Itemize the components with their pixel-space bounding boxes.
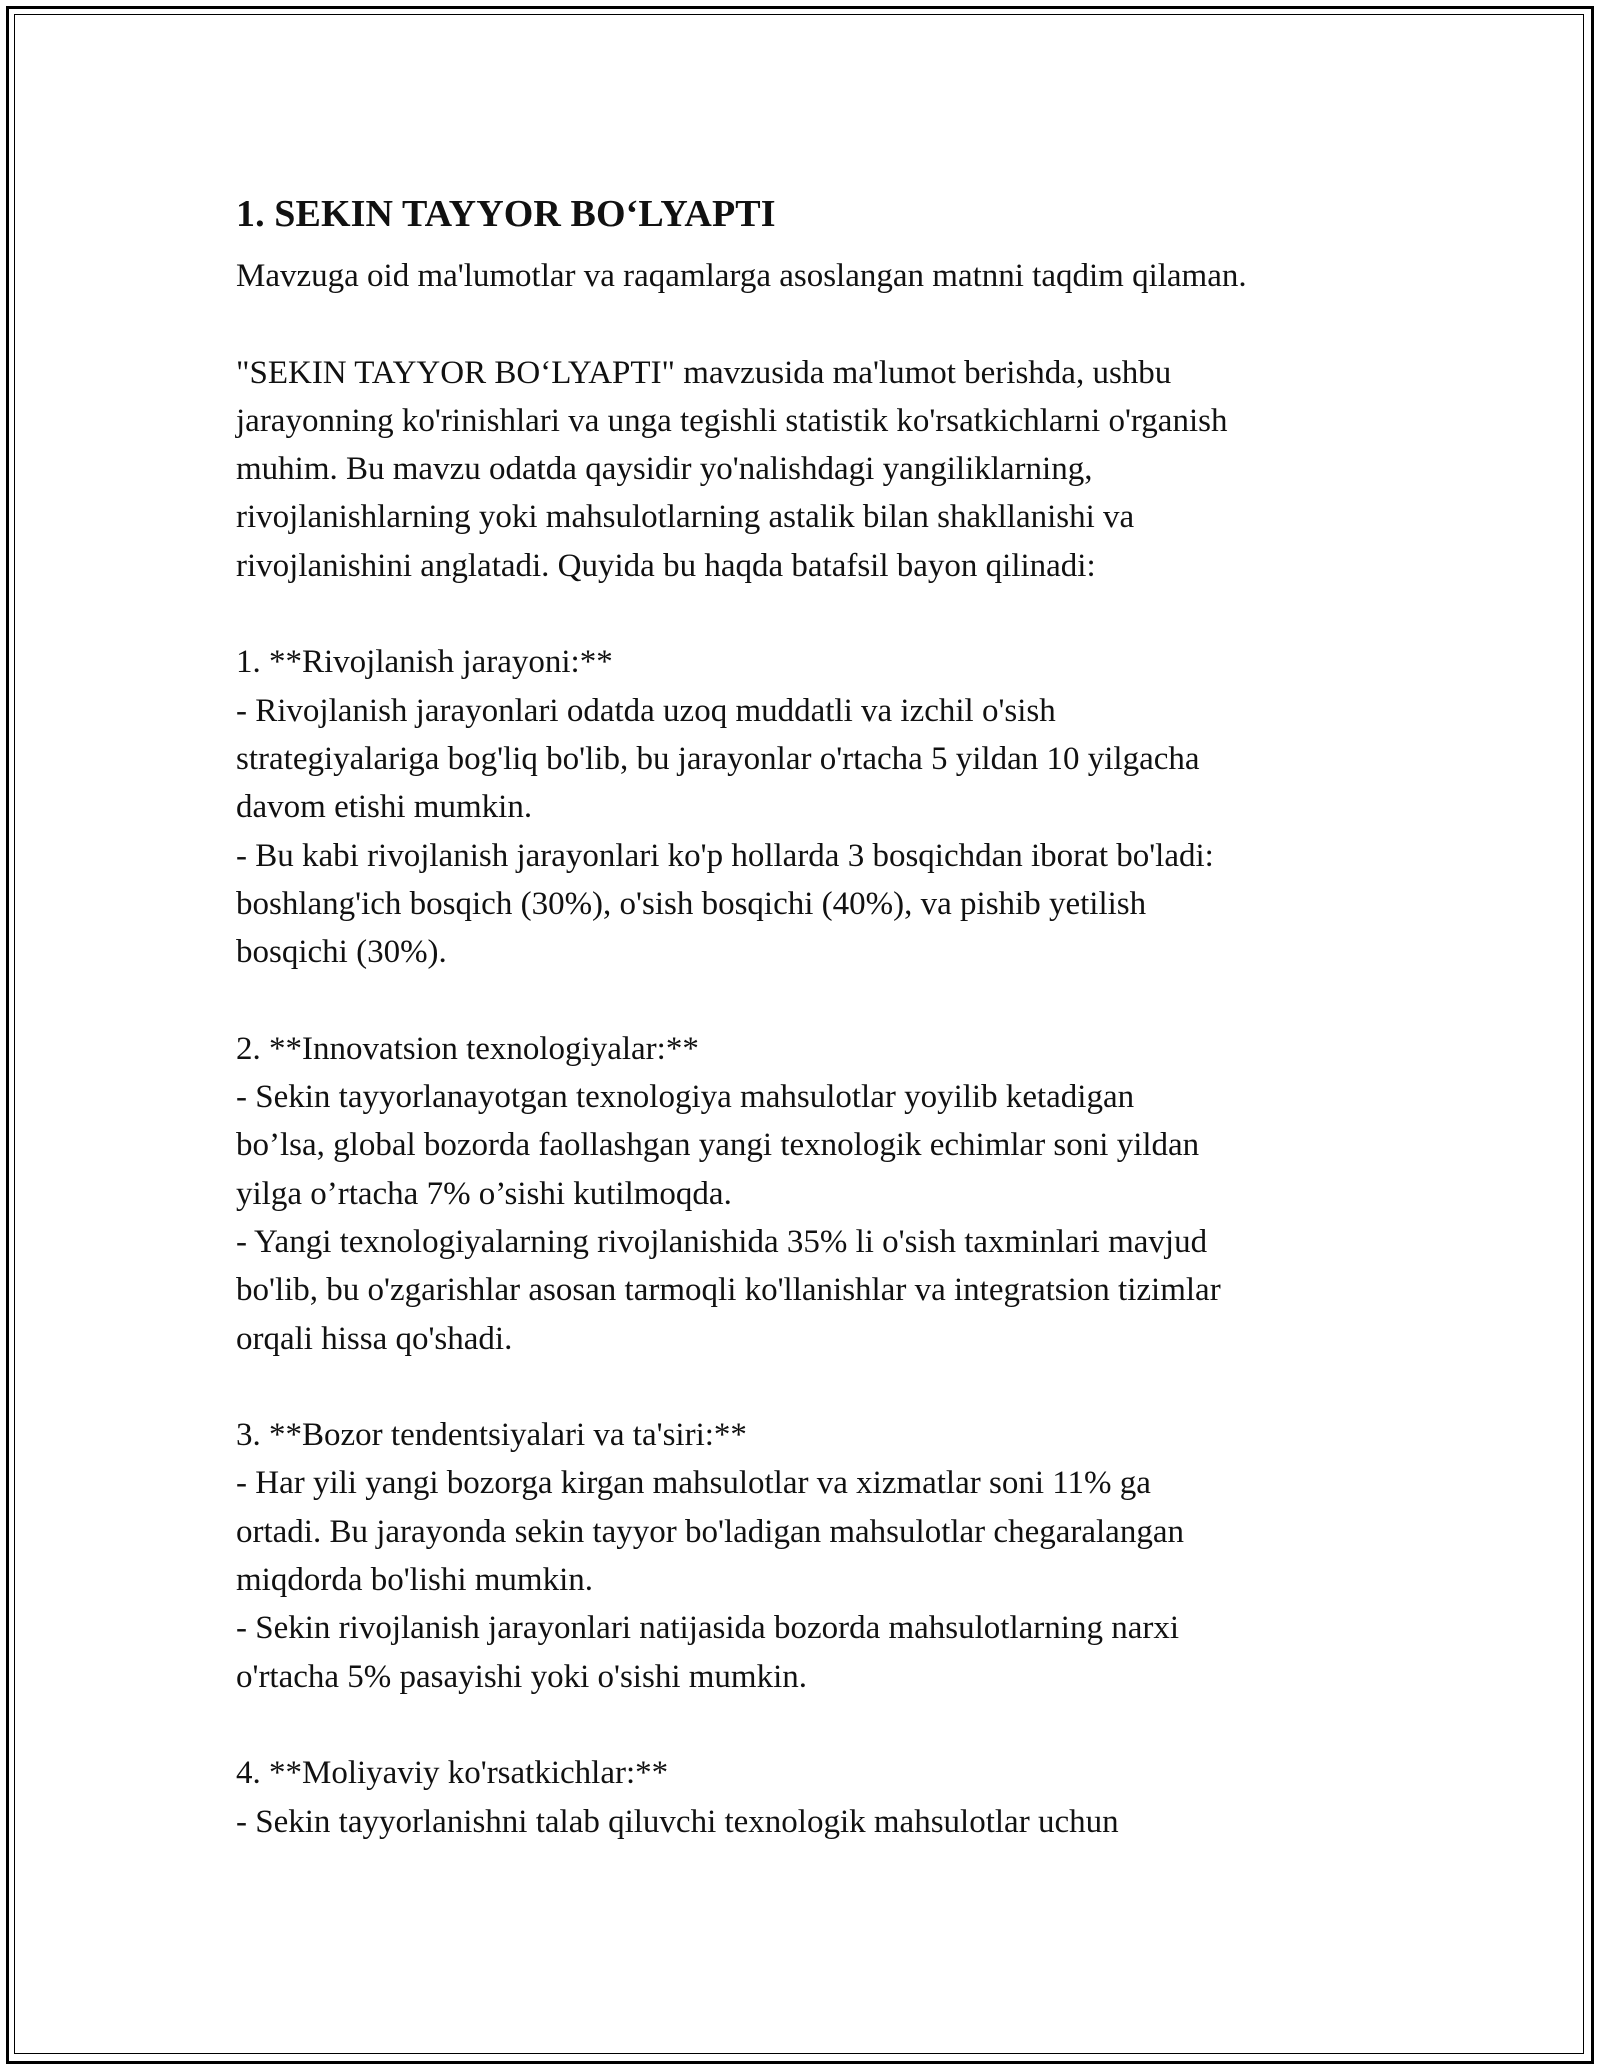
section-market-trends: 3. **Bozor tendentsiyalari va ta'siri:** - Har yili yangi bozorga kirgan mahsulotlar va xizmatlar soni 11% ga ortadi. Bu jarayonda sekin tayyor bo'ladigan mahsulotlar chegaralangan miqdorda bo'lishi mumkin. - Sekin rivojlanish jarayonlari natijasida bozorda mahsulotlarning narxi o'rtacha 5% pasayishi yoki o'sishi mumkin. xyxy=(236,1417,1184,1695)
document-body xyxy=(236,188,1366,1846)
section-development-process: 1. **Rivojlanish jarayoni:** - Rivojlanish jarayonlari odatda uzoq muddatli va izchil o'sish strategiyalariga bog'liq bo'lib, bu jarayonlar o'rtacha 5 yildan 10 yilgacha davom etishi mumkin. - Bu kabi rivojlanish jarayonlari ko'p hollarda 3 bosqichdan iborat bo'ladi: boshlang'ich bosqich (30%), o'sish bosqichi (40%), va pishib yetilish bosqichi (30%). xyxy=(236,644,1214,971)
document-title: 1. SEKIN TAYYOR BO‘LYAPTI xyxy=(236,193,776,235)
section-innovative-technologies: 2. **Innovatsion texnologiyalar:** - Sekin tayyorlanayotgan texnologiya mahsulotlar yoyilib ketadigan bo’lsa, global bozorda faollashgan yangi texnologik echimlar soni yildan yilga o’rtacha 7% o’sishi kutilmoqda. - Yangi texnologiyalarning rivojlanishida 35% li o'sish taxminlari mavjud bo'lib, bu o'zgarishlar asosan tarmoqli ko'llanishlar va integratsion tizimlar orqali hissa qo'shadi. xyxy=(236,1030,1221,1357)
overview-paragraph: "SEKIN TAYYOR BO‘LYAPTI" mavzusida ma'lumot berishda, ushbu jarayonning ko'rinishlari va unga tegishli statistik ko'rsatkichlarni o'rganish muhim. Bu mavzu odatda qaysidir yo'nalishdagi yangiliklarning, rivojlanishlarning yoki mahsulotlarning astalik bilan shakllanishi va rivojlanishini anglatadi. Quyida bu haqda batafsil bayon qilinadi: xyxy=(236,354,1228,584)
section-financial-indicators: 4. **Moliyaviy ko'rsatkichlar:** - Sekin tayyorlanishni talab qiluvchi texnologik mahsulotlar uchun xyxy=(236,1755,1119,1840)
intro-paragraph: Mavzuga oid ma'lumotlar va raqamlarga asoslangan matnni taqdim qilaman. xyxy=(236,258,1247,294)
